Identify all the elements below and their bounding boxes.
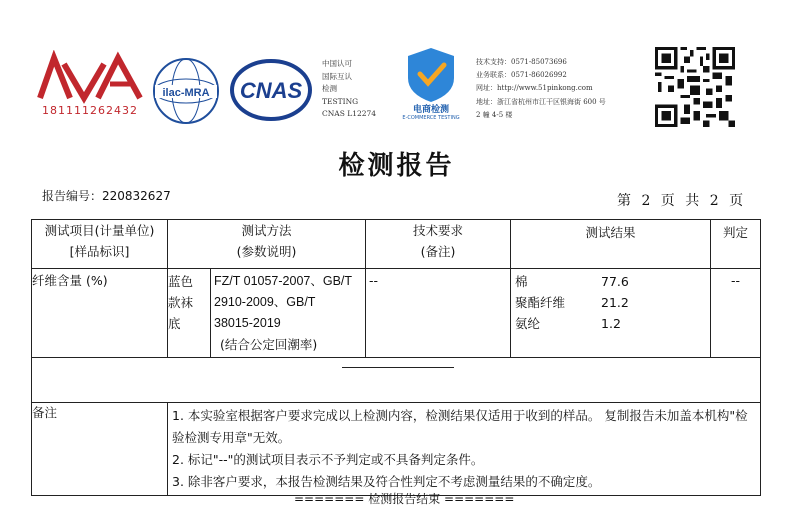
table-header-row — [32, 220, 761, 269]
header-item — [32, 220, 168, 269]
result-value: 77.6 — [601, 274, 629, 289]
header-item-line: 测试项目(计量单位) — [44, 223, 155, 238]
cnas-logo — [230, 58, 312, 122]
method-line: FZ/T 01057-2007、GB/T — [214, 274, 353, 288]
header-method-line: (参数说明) — [236, 244, 297, 259]
header-item-line: [样品标识] — [69, 244, 130, 259]
contact-address-2: 2 幢 4-5 楼 — [476, 110, 513, 119]
method-note: (结合公定回潮率) — [220, 337, 318, 352]
ec-label-cn: 电商检测 — [412, 105, 450, 115]
contact-website: 网址：http://www.51pinkong.com — [476, 84, 593, 93]
ecommerce-testing-logo — [396, 46, 466, 120]
row-requirement: -- — [366, 269, 511, 358]
header-req-line: (备注) — [420, 244, 456, 259]
header-result: 测试结果 — [511, 220, 711, 269]
notes-content — [168, 403, 761, 496]
blank-cell — [32, 358, 761, 403]
table-row — [32, 269, 761, 358]
cnas-info-line: 国际互认 — [322, 71, 352, 81]
sample-line: 蓝色 — [168, 274, 194, 289]
header-judgement: 判定 — [711, 220, 761, 269]
note-item: 1. 本实验室根据客户要求完成以上检测内容，检测结果仅适用于收到的样品。 复制报告未加盖本机构"检验检测专用章"无效。 — [172, 408, 748, 445]
row-judgement: -- — [711, 269, 761, 358]
note-item: 3. 除非客户要求，本报告检测结果及符合性判定不考虑测量结果的不确定度。 — [172, 474, 601, 489]
sample-line: 底 — [168, 316, 181, 331]
row-method — [211, 269, 366, 358]
result-name: 氨纶 — [515, 316, 541, 331]
contact-phone-business: 业务联系：0571-86026992 — [476, 71, 567, 80]
contact-info — [476, 56, 606, 122]
qr-code — [655, 47, 735, 127]
method-line: 38015-2019 — [214, 316, 281, 330]
page-info: 第 2 页 共 2 页 — [617, 193, 744, 209]
cnas-info-line: 检测 — [322, 84, 337, 94]
header-requirement — [366, 220, 511, 269]
separator-line — [342, 367, 454, 368]
result-line — [511, 313, 710, 334]
report-table — [31, 219, 761, 496]
ilac-label: ilac-MRA — [162, 87, 210, 99]
report-title: 检测报告 — [338, 151, 455, 181]
report-number: 报告编号：220832627 — [42, 189, 171, 203]
cnas-label: CNAS — [239, 78, 303, 103]
ilac-mra-logo — [151, 56, 221, 126]
row-sample — [168, 269, 211, 358]
header-req-line: 技术要求 — [413, 223, 464, 238]
cma-number: 181111262432 — [42, 104, 138, 117]
cnas-info-line: 中国认可 — [322, 59, 352, 68]
report-end-marker: ======= 检测报告结束 ======= — [294, 492, 515, 506]
cnas-info-line: TESTING — [322, 96, 359, 106]
result-value: 1.2 — [601, 316, 621, 331]
contact-address: 地址：浙江省杭州市江干区银海街 600 号 — [476, 97, 606, 106]
result-name: 棉 — [515, 274, 528, 289]
row-item: 纤维含量 (%) — [32, 269, 168, 358]
method-line: 2910-2009、GB/T — [214, 295, 316, 309]
result-line — [511, 292, 710, 313]
notes-label: 备注 — [32, 403, 168, 496]
notes-row — [32, 403, 761, 496]
result-line — [511, 271, 710, 292]
result-value: 21.2 — [601, 295, 629, 310]
ec-label-en: E-COMMERCE TESTING — [402, 115, 460, 120]
cnas-info-line: CNAS L12274 — [322, 109, 377, 119]
result-name: 聚酯纤维 — [515, 295, 566, 310]
row-results — [511, 269, 711, 358]
header-method-line: 测试方法 — [241, 223, 292, 238]
sample-line: 款袜 — [168, 295, 194, 310]
blank-row — [32, 358, 761, 403]
note-item: 2. 标记"--"的测试项目表示不予判定或不具备判定条件。 — [172, 452, 484, 467]
cnas-info — [322, 58, 376, 121]
contact-phone-tech: 技术支持：0571-85073696 — [476, 58, 567, 66]
header-method — [168, 220, 366, 269]
